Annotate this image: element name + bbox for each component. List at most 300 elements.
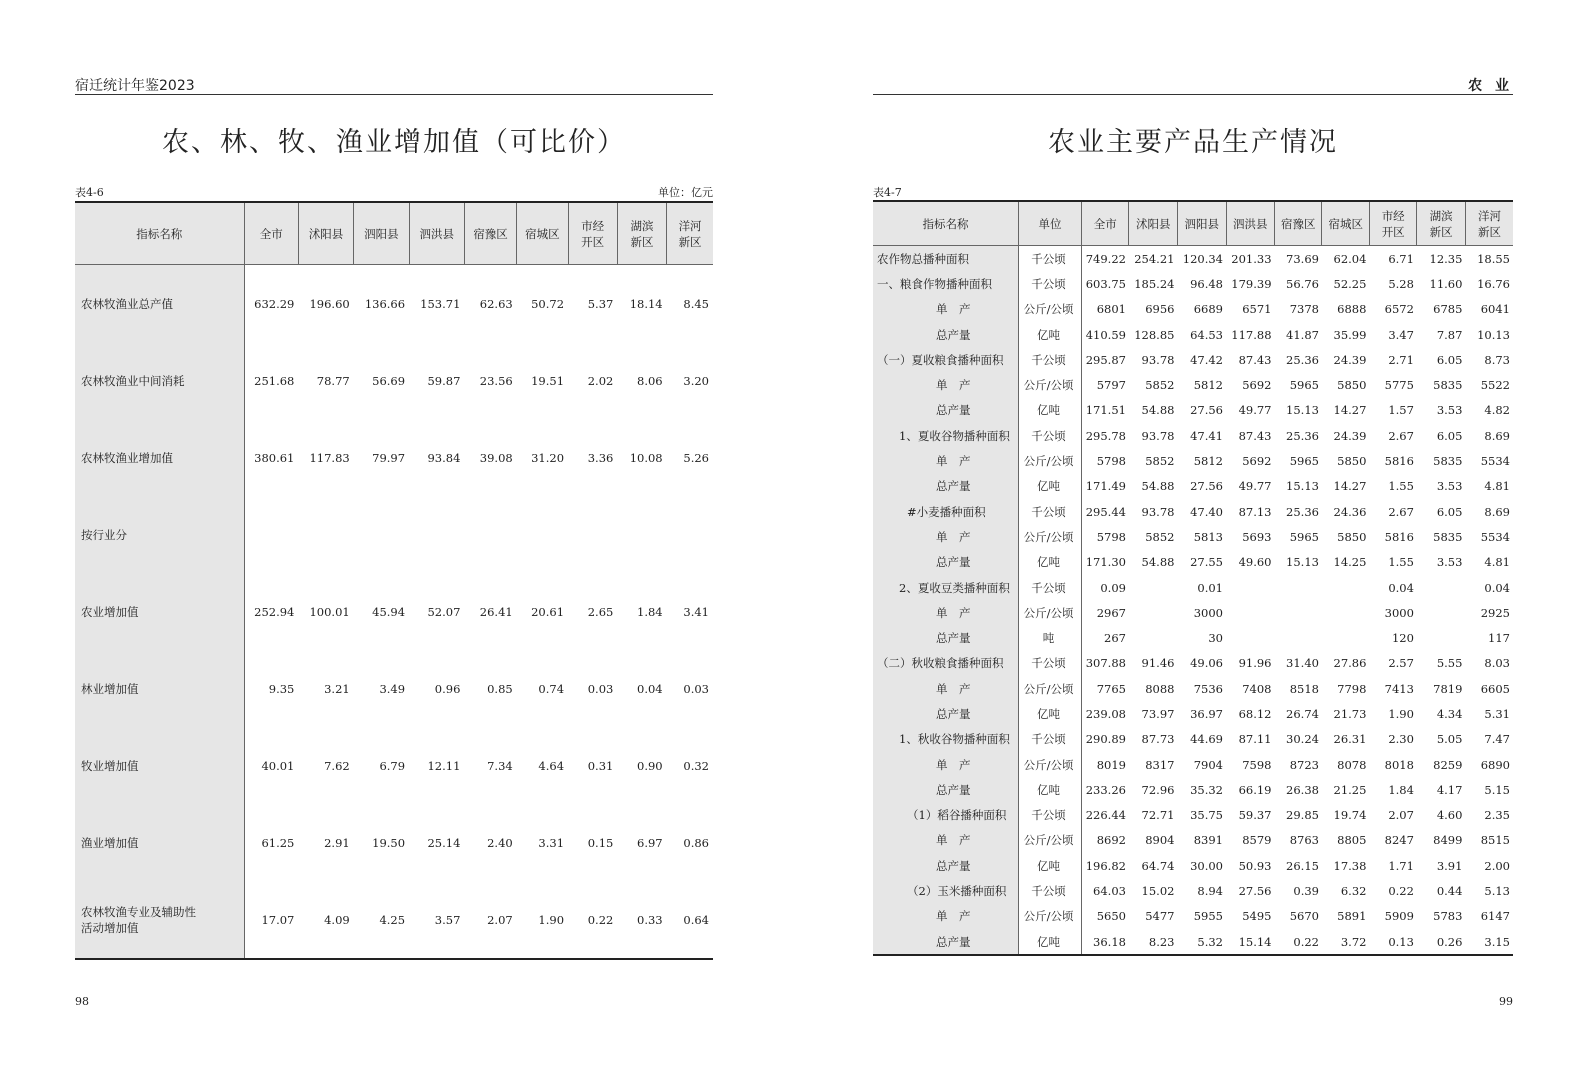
table-cell: 2.35: [1484, 808, 1510, 823]
table-cell: 29.85: [1286, 808, 1319, 823]
table-cell: 0.31: [587, 758, 614, 773]
table-cell: 3.53: [1436, 555, 1463, 570]
table-row: [75, 804, 713, 881]
table-cell: 93.84: [427, 450, 461, 465]
table-row: [75, 727, 713, 804]
table-cell: [1275, 600, 1322, 625]
table-cell: 239.08: [1085, 706, 1126, 721]
unit-cell: 千公顷: [1019, 727, 1082, 752]
table-cell: 15.02: [1141, 884, 1175, 899]
table-cell: 5.05: [1436, 732, 1463, 747]
column-header: 宿豫区: [464, 202, 516, 265]
table-cell: 603.75: [1085, 276, 1126, 291]
unit-cell: 亿吨: [1019, 929, 1082, 955]
table-cell: 5798: [1096, 454, 1126, 469]
row-label: #小麦播种面积: [873, 499, 1019, 524]
table-cell: 93.78: [1141, 352, 1175, 367]
table-number: 表4-7: [873, 186, 902, 199]
table-cell: 5534: [1480, 529, 1510, 544]
table-row: [873, 625, 1513, 650]
table-cell: 8579: [1242, 833, 1272, 848]
table-cell: 2.07: [1388, 808, 1414, 823]
table-cell: 5692: [1242, 454, 1272, 469]
table-cell: 96.48: [1190, 276, 1223, 291]
table-cell: 2.40: [487, 835, 513, 850]
unit-cell: 公斤/公顷: [1019, 828, 1082, 853]
table-cell: 66.19: [1238, 782, 1272, 797]
table-cell: [1322, 575, 1369, 600]
column-header: 沭阳县: [1129, 201, 1178, 246]
table-cell: 632.29: [254, 296, 295, 311]
unit-cell: 千公顷: [1019, 347, 1082, 372]
table-cell: 7.87: [1436, 327, 1463, 342]
table-cell: 8.69: [1484, 504, 1510, 519]
table-cell: 0.44: [1436, 884, 1463, 899]
row-label: 总产量: [873, 398, 1019, 423]
table-cell: 6890: [1480, 757, 1510, 772]
running-head: [873, 74, 1513, 95]
table-cell: 14.25: [1333, 555, 1367, 570]
table-cell: 2.91: [324, 835, 350, 850]
table-cell: 295.87: [1085, 352, 1126, 367]
column-header: 宿城区: [1322, 201, 1369, 246]
table-cell: 5.28: [1388, 276, 1414, 291]
table-row: [75, 342, 713, 419]
table-cell: 1.84: [637, 604, 663, 619]
table-cell: 44.69: [1190, 732, 1223, 747]
row-label: （2）玉米播种面积: [873, 878, 1019, 903]
table-cell: 87.11: [1238, 732, 1272, 747]
table-cell: 254.21: [1134, 251, 1175, 266]
table-cell: 3.41: [683, 604, 709, 619]
table-cell: 5522: [1480, 378, 1510, 393]
table-cell: 19.50: [372, 835, 406, 850]
unit-cell: 公斤/公顷: [1019, 676, 1082, 701]
table-cell: 35.32: [1190, 782, 1223, 797]
row-label: 2、夏收豆类播种面积: [873, 575, 1019, 600]
table-cell: 87.43: [1238, 352, 1272, 367]
table-cell: 79.97: [372, 450, 406, 465]
table-cell: 7.34: [487, 758, 513, 773]
table-cell: 7598: [1242, 757, 1272, 772]
table-cell: 8247: [1384, 833, 1414, 848]
table-cell: 233.26: [1085, 782, 1126, 797]
table-row: [873, 676, 1513, 701]
table-cell: 24.39: [1333, 352, 1367, 367]
table-cell: 0.04: [1388, 580, 1414, 595]
table-cell: 7536: [1193, 681, 1223, 696]
table-cell: [1226, 600, 1275, 625]
table-cell: 47.40: [1190, 504, 1223, 519]
table-cell: 6689: [1193, 302, 1223, 317]
table-cell: [667, 496, 713, 573]
table-row: [873, 347, 1513, 372]
table-cell: [1226, 575, 1275, 600]
table-cell: 4.17: [1436, 782, 1463, 797]
table-cell: 5.26: [683, 450, 709, 465]
table-cell: 7378: [1289, 302, 1319, 317]
column-header: 市经 开区: [568, 202, 617, 265]
column-header: 宿豫区: [1275, 201, 1322, 246]
table-row: [873, 651, 1513, 676]
table-cell: 54.88: [1141, 403, 1175, 418]
table-cell: 128.85: [1134, 327, 1175, 342]
table-cell: 59.37: [1238, 808, 1272, 823]
row-label: （1）稻谷播种面积: [873, 803, 1019, 828]
table-cell: 5812: [1193, 378, 1223, 393]
row-label: 1、夏收谷物播种面积: [873, 423, 1019, 448]
table-cell: 5816: [1384, 454, 1414, 469]
value-added-table: [75, 201, 713, 960]
table-cell: 87.43: [1238, 428, 1272, 443]
row-label: 总产量: [873, 929, 1019, 955]
table-row: [873, 600, 1513, 625]
table-cell: 6571: [1242, 302, 1272, 317]
table-cell: 6.97: [637, 835, 663, 850]
unit-cell: 亿吨: [1019, 322, 1082, 347]
row-label: 总产量: [873, 474, 1019, 499]
table-cell: 7819: [1433, 681, 1463, 696]
table-cell: 8.94: [1197, 884, 1223, 899]
table-cell: 27.86: [1333, 656, 1367, 671]
table-cell: 2.67: [1388, 428, 1414, 443]
table-cell: 0.85: [487, 681, 513, 696]
table-cell: 9.35: [268, 681, 295, 696]
table-cell: 7413: [1384, 681, 1414, 696]
column-header: 泗洪县: [1226, 201, 1275, 246]
table-cell: 5850: [1337, 378, 1367, 393]
unit-cell: 亿吨: [1019, 474, 1082, 499]
table-cell: 5775: [1384, 378, 1414, 393]
table-cell: 17.38: [1333, 858, 1367, 873]
table-cell: 0.33: [637, 912, 663, 927]
table-cell: 56.69: [372, 373, 406, 388]
table-cell: 2967: [1096, 605, 1126, 620]
table-cell: 18.14: [629, 296, 663, 311]
table-cell: 2.67: [1388, 504, 1414, 519]
table-cell: [1322, 600, 1369, 625]
row-label: 农林牧渔专业及辅助性 活动增加值: [75, 881, 244, 959]
row-label: 总产量: [873, 625, 1019, 650]
column-header: 湖滨 新区: [1417, 201, 1466, 246]
column-header: 指标名称: [873, 201, 1019, 246]
table-cell: 3.53: [1436, 479, 1463, 494]
table-cell: 8518: [1289, 681, 1319, 696]
unit-cell: 千公顷: [1019, 271, 1082, 296]
table-cell: 100.01: [309, 604, 350, 619]
table-cell: 3.91: [1436, 858, 1463, 873]
row-label: 单 产: [873, 372, 1019, 397]
table-cell: 5534: [1480, 454, 1510, 469]
table-cell: 0.04: [637, 681, 663, 696]
table-cell: 4.81: [1484, 555, 1510, 570]
row-label: 单 产: [873, 600, 1019, 625]
table-unit: 单位：亿元: [658, 186, 713, 199]
table-cell: 1.71: [1388, 858, 1414, 873]
table-row: [873, 474, 1513, 499]
table-cell: 27.56: [1238, 884, 1272, 899]
table-cell: 17.07: [261, 912, 295, 927]
table-cell: 18.55: [1477, 251, 1510, 266]
table-cell: 4.82: [1484, 403, 1510, 418]
table-cell: 8019: [1096, 757, 1126, 772]
table-cell: 35.75: [1190, 808, 1223, 823]
row-label: 牧业增加值: [75, 727, 244, 804]
table-cell: 5692: [1242, 378, 1272, 393]
table-cell: 0.01: [1197, 580, 1223, 595]
table-row: [873, 752, 1513, 777]
table-number: 表4-6: [75, 186, 104, 199]
table-cell: 5798: [1096, 529, 1126, 544]
table-cell: 56.76: [1286, 276, 1319, 291]
table-cell: 15.14: [1238, 934, 1272, 949]
table-cell: 8078: [1337, 757, 1367, 772]
table-cell: 0.74: [538, 681, 565, 696]
table-cell: 8259: [1433, 757, 1463, 772]
table-cell: [617, 496, 666, 573]
table-cell: 6572: [1384, 302, 1414, 317]
table-cell: 72.71: [1141, 808, 1175, 823]
unit-cell: 吨: [1019, 625, 1082, 650]
page-title: 农业主要产品生产情况: [1048, 127, 1338, 158]
table-cell: 39.08: [479, 450, 513, 465]
table-cell: [1417, 600, 1466, 625]
table-cell: 8805: [1337, 833, 1367, 848]
table-row: [75, 265, 713, 343]
table-cell: 6.32: [1340, 884, 1367, 899]
table-cell: 4.60: [1436, 808, 1463, 823]
unit-cell: 公斤/公顷: [1019, 448, 1082, 473]
table-cell: 5835: [1433, 454, 1463, 469]
table-cell: 5965: [1289, 454, 1319, 469]
table-cell: 8.23: [1148, 934, 1175, 949]
table-cell: 87.13: [1238, 504, 1272, 519]
table-cell: 5477: [1145, 909, 1175, 924]
unit-cell: 公斤/公顷: [1019, 372, 1082, 397]
table-cell: [1417, 575, 1466, 600]
table-cell: 25.36: [1286, 504, 1319, 519]
table-cell: 8.45: [683, 296, 709, 311]
table-row: [873, 853, 1513, 878]
table-cell: 23.56: [479, 373, 513, 388]
table-cell: 5850: [1337, 529, 1367, 544]
table-cell: [1226, 625, 1275, 650]
table-cell: 120: [1391, 631, 1414, 646]
table-cell: 201.33: [1231, 251, 1272, 266]
table-cell: 3.72: [1340, 934, 1367, 949]
table-cell: 0.32: [683, 758, 709, 773]
table-cell: 8.69: [1484, 428, 1510, 443]
table-cell: 3.20: [683, 373, 709, 388]
table-cell: 8391: [1193, 833, 1223, 848]
table-row: [75, 650, 713, 727]
table-cell: 26.41: [479, 604, 513, 619]
table-cell: 8018: [1384, 757, 1414, 772]
table-cell: 0.22: [1293, 934, 1319, 949]
table-cell: [409, 496, 464, 573]
table-cell: 7904: [1193, 757, 1223, 772]
column-header: 全市: [244, 202, 298, 265]
table-cell: 10.13: [1477, 327, 1510, 342]
table-cell: 0.03: [587, 681, 614, 696]
table-cell: 6.71: [1388, 251, 1414, 266]
table-cell: 31.20: [531, 450, 565, 465]
table-cell: 7.62: [324, 758, 350, 773]
table-cell: 25.36: [1286, 352, 1319, 367]
page-title: 农、林、牧、渔业增加值（可比价）: [162, 127, 626, 158]
table-cell: 7408: [1242, 681, 1272, 696]
table-cell: 6.05: [1436, 504, 1463, 519]
table-cell: 27.55: [1190, 555, 1223, 570]
table-cell: 4.09: [324, 912, 350, 927]
table-cell: 171.49: [1085, 479, 1126, 494]
column-header: 泗阳县: [354, 202, 409, 265]
table-cell: 62.04: [1333, 251, 1367, 266]
table-cell: 15.13: [1286, 479, 1319, 494]
table-cell: 5650: [1096, 909, 1126, 924]
table-cell: 295.44: [1085, 504, 1126, 519]
table-cell: [354, 496, 409, 573]
row-label: 农业增加值: [75, 573, 244, 650]
table-cell: 5.37: [587, 296, 614, 311]
row-label: 按行业分: [75, 496, 244, 573]
unit-cell: 千公顷: [1019, 803, 1082, 828]
table-cell: 0.09: [1100, 580, 1126, 595]
table-cell: 15.13: [1286, 555, 1319, 570]
table-cell: 24.36: [1333, 504, 1367, 519]
table-cell: 5693: [1242, 529, 1272, 544]
table-cell: 30.24: [1286, 732, 1319, 747]
table-row: [75, 881, 713, 959]
table-cell: 5835: [1433, 529, 1463, 544]
table-cell: 226.44: [1085, 808, 1126, 823]
table-row: [873, 878, 1513, 903]
table-cell: 185.24: [1134, 276, 1175, 291]
table-cell: 5852: [1145, 454, 1175, 469]
table-cell: 0.96: [434, 681, 461, 696]
row-label: 一、粮食作物播种面积: [873, 271, 1019, 296]
table-cell: 3000: [1384, 605, 1414, 620]
table-cell: 0.22: [1388, 884, 1414, 899]
table-cell: 5.13: [1484, 884, 1510, 899]
table-cell: 36.18: [1093, 934, 1126, 949]
table-row: [873, 777, 1513, 802]
row-label: 单 产: [873, 297, 1019, 322]
table-cell: [517, 496, 568, 573]
table-cell: 1.55: [1388, 555, 1414, 570]
table-cell: 196.60: [309, 296, 350, 311]
table-cell: 30: [1208, 631, 1223, 646]
table-cell: 50.93: [1238, 858, 1272, 873]
table-cell: 7765: [1096, 681, 1126, 696]
table-row: [873, 904, 1513, 929]
table-cell: 64.74: [1141, 858, 1175, 873]
table-cell: 8904: [1145, 833, 1175, 848]
table-cell: [244, 496, 298, 573]
running-head-text: 宿迁统计年鉴2023: [75, 78, 195, 94]
table-cell: 6.05: [1436, 428, 1463, 443]
table-cell: 179.39: [1231, 276, 1272, 291]
table-cell: 24.39: [1333, 428, 1367, 443]
production-table: [873, 200, 1513, 956]
table-cell: 27.56: [1190, 479, 1223, 494]
row-label: 单 产: [873, 828, 1019, 853]
table-cell: 3.21: [324, 681, 350, 696]
table-cell: 5495: [1242, 909, 1272, 924]
table-cell: 47.42: [1190, 352, 1223, 367]
table-cell: 40.01: [261, 758, 295, 773]
table-cell: 196.82: [1085, 858, 1126, 873]
table-cell: 2925: [1480, 605, 1510, 620]
row-label: 农林牧渔业中间消耗: [75, 342, 244, 419]
table-cell: 3.47: [1388, 327, 1414, 342]
table-cell: 5812: [1193, 454, 1223, 469]
table-cell: 62.63: [479, 296, 513, 311]
table-row: [75, 496, 713, 573]
table-row: [873, 803, 1513, 828]
row-label: 总产量: [873, 777, 1019, 802]
row-label: 总产量: [873, 853, 1019, 878]
unit-cell: 公斤/公顷: [1019, 600, 1082, 625]
table-cell: 14.27: [1333, 479, 1367, 494]
row-label: 总产量: [873, 550, 1019, 575]
table-cell: 64.53: [1190, 327, 1223, 342]
table-cell: 5783: [1433, 909, 1463, 924]
row-label: 总产量: [873, 701, 1019, 726]
table-row: [873, 550, 1513, 575]
table-cell: 16.76: [1477, 276, 1510, 291]
table-cell: 1.90: [538, 912, 565, 927]
column-header: 泗阳县: [1177, 201, 1226, 246]
table-cell: 2.57: [1388, 656, 1414, 671]
unit-cell: 公斤/公顷: [1019, 524, 1082, 549]
table-cell: 5850: [1337, 454, 1367, 469]
table-row: [873, 246, 1513, 272]
table-cell: 30.00: [1190, 858, 1223, 873]
table-cell: 3000: [1193, 605, 1223, 620]
column-header: 沭阳县: [298, 202, 353, 265]
left-page: [75, 0, 713, 1077]
table-cell: 5955: [1193, 909, 1223, 924]
table-cell: 61.25: [261, 835, 295, 850]
table-cell: 8515: [1480, 833, 1510, 848]
table-cell: [1275, 575, 1322, 600]
unit-cell: 公斤/公顷: [1019, 904, 1082, 929]
table-cell: 6605: [1480, 681, 1510, 696]
table-cell: 1.57: [1388, 403, 1414, 418]
table-cell: 31.40: [1286, 656, 1319, 671]
table-cell: 15.13: [1286, 403, 1319, 418]
table-cell: 21.25: [1333, 782, 1367, 797]
table-cell: 10.08: [629, 450, 663, 465]
table-cell: 73.69: [1286, 251, 1319, 266]
table-cell: 2.00: [1484, 858, 1510, 873]
row-label: 渔业增加值: [75, 804, 244, 881]
table-row: [873, 448, 1513, 473]
column-header: 湖滨 新区: [617, 202, 666, 265]
row-label: 农林牧渔业增加值: [75, 419, 244, 496]
table-cell: 49.60: [1238, 555, 1272, 570]
running-head-text: 农 业: [1468, 78, 1513, 94]
row-label: 单 产: [873, 524, 1019, 549]
row-label: 1、秋收谷物播种面积: [873, 727, 1019, 752]
table-row: [873, 271, 1513, 296]
table-cell: 54.88: [1141, 479, 1175, 494]
table-row: [873, 398, 1513, 423]
table-cell: 290.89: [1085, 732, 1126, 747]
table-cell: 295.78: [1085, 428, 1126, 443]
table-cell: 45.94: [372, 604, 406, 619]
